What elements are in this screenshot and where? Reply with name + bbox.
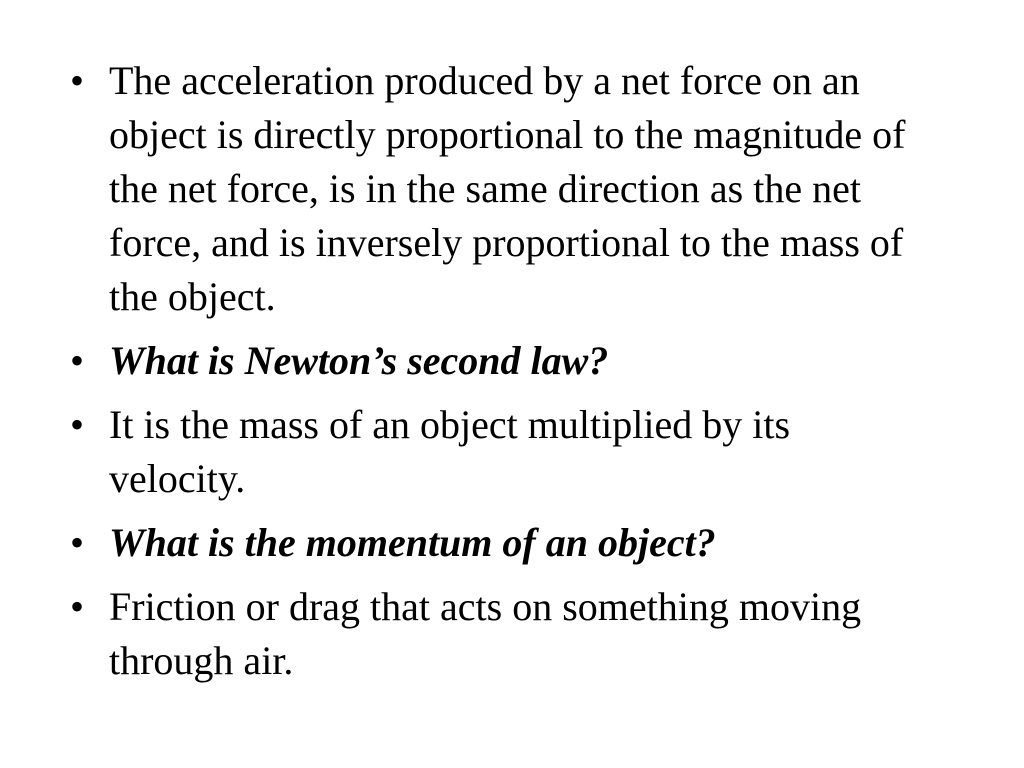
bullet-icon: •	[70, 520, 85, 565]
bullet-item-definition-momentum	[70, 398, 914, 506]
bullet-text: It is the mass of an object multiplied by its velocity.	[109, 402, 791, 501]
bullet-item-definition-second-law	[70, 54, 914, 324]
bullet-icon: •	[70, 584, 85, 629]
bullet-icon: •	[70, 338, 85, 383]
bullet-text: Friction or drag that acts on something moving through air.	[109, 584, 862, 683]
bullet-item-question-second-law	[70, 334, 914, 388]
bullet-icon: •	[70, 402, 85, 447]
bullet-item-question-momentum	[70, 516, 914, 570]
bullet-list	[70, 54, 914, 688]
bullet-icon: •	[70, 58, 85, 103]
bullet-text: What is the momentum of an object?	[109, 520, 716, 565]
bullet-text: What is Newton’s second law?	[109, 338, 609, 383]
bullet-item-definition-air-resistance	[70, 580, 914, 688]
bullet-text: The acceleration produced by a net force on an object is directly proportional to the magnitude of the net force, is in the same direction as the net force, and is inversely proportional to the mass of the object.	[109, 58, 906, 319]
